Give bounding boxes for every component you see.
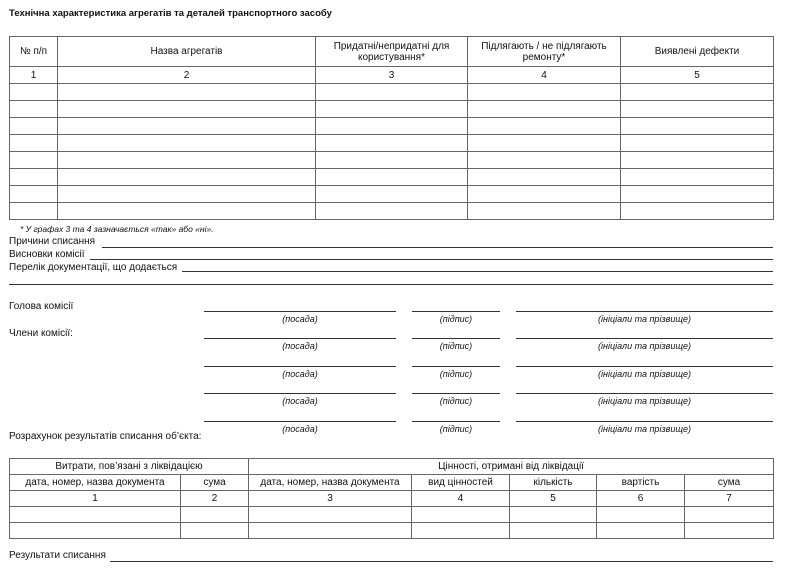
table-cell[interactable]	[597, 507, 685, 523]
documents-line[interactable]	[182, 271, 773, 272]
table-cell[interactable]	[621, 203, 774, 220]
signature-line[interactable]	[516, 393, 773, 394]
table-row	[10, 186, 774, 203]
col-number: 1	[10, 67, 58, 84]
reasons-line[interactable]	[102, 247, 773, 248]
signature-caption: (ініціали та прізвище)	[598, 341, 691, 351]
table-cell[interactable]	[10, 507, 181, 523]
table-cell[interactable]	[181, 523, 249, 539]
table-cell[interactable]	[58, 135, 316, 152]
table-cell[interactable]	[58, 118, 316, 135]
signature-line[interactable]	[204, 338, 396, 339]
signature-line[interactable]	[412, 338, 500, 339]
table-cell[interactable]	[10, 84, 58, 101]
signature-caption: (посада)	[282, 424, 318, 434]
table-cell[interactable]	[10, 203, 58, 220]
signature-line[interactable]	[412, 311, 500, 312]
table-cell[interactable]	[10, 101, 58, 118]
table-cell[interactable]	[249, 523, 412, 539]
table-cell[interactable]	[249, 507, 412, 523]
table-cell[interactable]	[10, 523, 181, 539]
signature-caption: (ініціали та прізвище)	[598, 396, 691, 406]
table-cell[interactable]	[58, 152, 316, 169]
table-cell[interactable]	[10, 186, 58, 203]
signature-line[interactable]	[204, 366, 396, 367]
conclusions-label: Висновки комісії	[9, 249, 85, 260]
signature-caption: (підпис)	[439, 424, 473, 434]
subheader-value-doc: дата, номер, назва документа	[249, 475, 412, 491]
table-row	[10, 118, 774, 135]
results-line[interactable]	[110, 561, 773, 562]
table-cell[interactable]	[510, 507, 597, 523]
table-cell[interactable]	[316, 203, 468, 220]
signature-caption: (ініціали та прізвище)	[598, 369, 691, 379]
table-cell[interactable]	[412, 507, 510, 523]
conclusions-line[interactable]	[90, 259, 773, 260]
table-cell[interactable]	[685, 507, 774, 523]
col-number: 3	[316, 67, 468, 84]
header-usable: Придатні/непридатні для користування*	[316, 37, 468, 67]
signature-caption: (ініціали та прізвище)	[598, 314, 691, 324]
table-row	[10, 152, 774, 169]
table-cell[interactable]	[58, 169, 316, 186]
col-number: 4	[468, 67, 621, 84]
aggregates-table	[9, 36, 774, 220]
reasons-label: Причини списання	[9, 236, 96, 247]
col-number: 1	[10, 491, 181, 507]
table-cell[interactable]	[510, 523, 597, 539]
table-row	[10, 169, 774, 186]
table-row	[10, 135, 774, 152]
table-row	[10, 84, 774, 101]
liquidation-table	[9, 458, 774, 539]
signature-caption: (підпис)	[439, 396, 473, 406]
header-defects: Виявлені дефекти	[621, 37, 774, 67]
signature-line[interactable]	[204, 311, 396, 312]
subheader-value-qty: кількість	[510, 475, 597, 491]
members-label: Члени комісії:	[9, 328, 73, 339]
table-cell[interactable]	[468, 118, 621, 135]
table-cell[interactable]	[58, 101, 316, 118]
table-cell[interactable]	[10, 169, 58, 186]
table-cell[interactable]	[181, 507, 249, 523]
table-cell[interactable]	[468, 101, 621, 118]
signature-line[interactable]	[204, 393, 396, 394]
signature-caption: (підпис)	[439, 341, 473, 351]
signature-line[interactable]	[204, 421, 396, 422]
table-cell[interactable]	[58, 203, 316, 220]
table-cell[interactable]	[10, 118, 58, 135]
subheader-value-sum: сума	[685, 475, 774, 491]
signature-line[interactable]	[412, 393, 500, 394]
col-number: 4	[412, 491, 510, 507]
col-number: 5	[621, 67, 774, 84]
signature-line[interactable]	[516, 311, 773, 312]
header-repair: Підлягають / не підлягають ремонту*	[468, 37, 621, 67]
signature-caption: (підпис)	[439, 369, 473, 379]
table-cell[interactable]	[316, 169, 468, 186]
table-cell[interactable]	[468, 169, 621, 186]
signature-caption: (посада)	[282, 369, 318, 379]
table-cell[interactable]	[621, 118, 774, 135]
table-cell[interactable]	[316, 101, 468, 118]
table-cell[interactable]	[621, 84, 774, 101]
table-cell[interactable]	[621, 152, 774, 169]
signature-caption: (посада)	[282, 314, 318, 324]
subheader-cost-doc: дата, номер, назва документа	[10, 475, 181, 491]
table-cell[interactable]	[621, 186, 774, 203]
table-cell[interactable]	[621, 169, 774, 186]
group-costs: Витрати, пов’язані з ліквідацією	[10, 459, 249, 475]
col-number: 2	[58, 67, 316, 84]
group-values: Цінності, отримані від ліквідації	[249, 459, 774, 475]
col-number: 5	[510, 491, 597, 507]
table-cell[interactable]	[316, 135, 468, 152]
col-number: 6	[597, 491, 685, 507]
signature-caption: (підпис)	[439, 314, 473, 324]
signature-caption: (посада)	[282, 396, 318, 406]
signature-line[interactable]	[516, 366, 773, 367]
subheader-cost-sum: сума	[181, 475, 249, 491]
table-cell[interactable]	[468, 203, 621, 220]
signature-caption: (посада)	[282, 341, 318, 351]
signature-line[interactable]	[516, 338, 773, 339]
documents-line-extra[interactable]	[9, 284, 773, 285]
documents-label: Перелік документації, що додається	[9, 262, 178, 273]
col-number: 3	[249, 491, 412, 507]
footnote: * У графах 3 та 4 зазначається «так» або «ні».	[20, 224, 214, 234]
calc-label: Розрахунок результатів списання об’єкта:	[9, 431, 202, 442]
form-title: Технічна характеристика агрегатів та деталей транспортного засобу	[9, 8, 332, 19]
table-cell[interactable]	[316, 186, 468, 203]
table-cell[interactable]	[412, 523, 510, 539]
chairman-label: Голова комісії	[9, 301, 74, 312]
subheader-value-cost: вартість	[597, 475, 685, 491]
table-cell[interactable]	[10, 135, 58, 152]
table-cell[interactable]	[468, 135, 621, 152]
table-cell[interactable]	[468, 186, 621, 203]
table-cell[interactable]	[58, 186, 316, 203]
table-row	[10, 203, 774, 220]
col-number: 2	[181, 491, 249, 507]
table-cell[interactable]	[316, 118, 468, 135]
header-number: № п/п	[10, 37, 58, 67]
results-label: Результати списання	[9, 550, 106, 561]
table-cell[interactable]	[10, 152, 58, 169]
signature-caption: (ініціали та прізвище)	[598, 424, 691, 434]
signature-line[interactable]	[412, 366, 500, 367]
table-cell[interactable]	[621, 135, 774, 152]
header-name: Назва агрегатів	[58, 37, 316, 67]
table-row	[10, 101, 774, 118]
col-number: 7	[685, 491, 774, 507]
signature-line[interactable]	[412, 421, 500, 422]
subheader-value-kind: вид цінностей	[412, 475, 510, 491]
table-cell[interactable]	[597, 523, 685, 539]
table-cell[interactable]	[316, 84, 468, 101]
table-cell[interactable]	[468, 152, 621, 169]
table-cell[interactable]	[58, 84, 316, 101]
table-cell[interactable]	[621, 101, 774, 118]
table-cell[interactable]	[316, 152, 468, 169]
signature-line[interactable]	[516, 421, 773, 422]
table-cell[interactable]	[685, 523, 774, 539]
table-cell[interactable]	[468, 84, 621, 101]
